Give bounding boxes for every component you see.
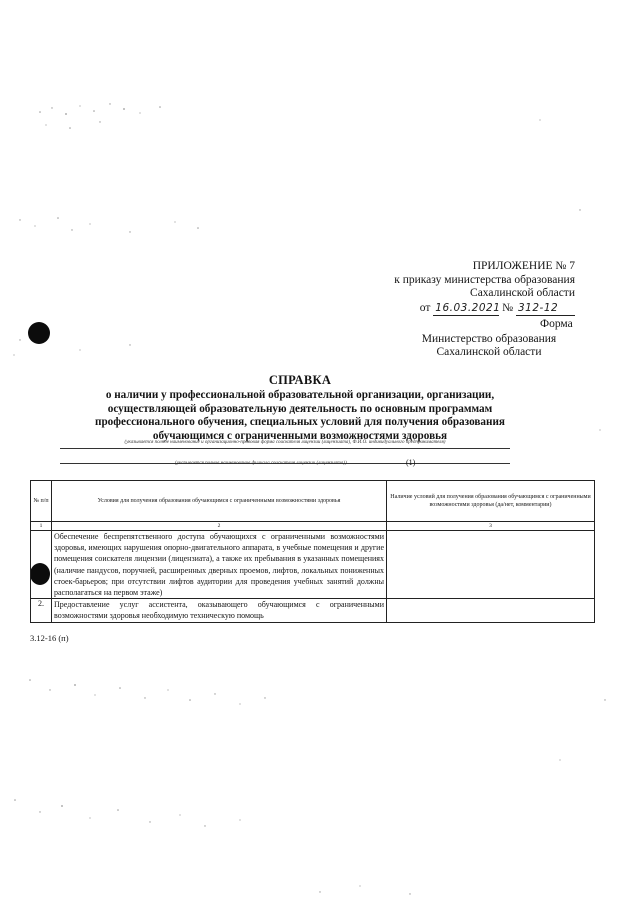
ministry-block	[400, 333, 578, 359]
footnote-mark: (1)	[406, 458, 416, 467]
header-condition: Условия для получения образования обучающимся с ограниченными возможностями здоровья	[52, 481, 387, 522]
row-number	[31, 531, 52, 599]
row-condition: Предоставление услуг ассистента, оказывающего обучающимся с ограниченными возможностями здоровья необходимую техническую помощь	[52, 599, 387, 622]
order-number: 312-12	[516, 302, 575, 317]
date-prefix: от	[419, 301, 431, 314]
title-line-4: обучающимся с ограниченными возможностями здоровья	[152, 429, 448, 442]
ministry-line-1: Министерство образования	[421, 333, 557, 345]
table-row	[31, 599, 595, 622]
form-label: Форма	[540, 318, 573, 330]
table-row	[31, 531, 595, 599]
col-number-1: 1	[31, 522, 52, 531]
title-line-1: о наличии у профессиональной образовательной организации, организации,	[105, 389, 495, 401]
punch-hole-top	[28, 322, 50, 344]
col-number-3: 3	[387, 522, 595, 531]
number-prefix: №	[502, 301, 514, 314]
row-availability[interactable]	[387, 599, 595, 622]
row-condition: Обеспечение беспрепятственного доступа обучающихся с ограниченными возможностями здоровья, имеющих нарушения опорно-двигательного аппарата, в учебные помещения и другие помещения соискателя лицензии (лицензиата), а также их пребывания в указанных помещениях (наличие пандусов, поручней, расширенных дверных проемов, лифтов, локальных пониженных стоек-барьеров; при отсутствии лифтов аудитории для проведения учебных занятий должны располагаться на первом этаже)	[52, 531, 387, 599]
caption-organization: (указывается полное наименование и организационно-правовая форма соискателя лицензии (лицензиата), Ф.И.О. индивидуального предпринимателя)	[124, 440, 446, 445]
order-date: 16.03.2021	[433, 302, 499, 317]
order-line-1: к приказу министерства образования	[394, 273, 575, 286]
appendix-block	[380, 260, 575, 316]
row-number: 2.	[31, 599, 52, 622]
col-number-2: 2	[52, 522, 387, 531]
caption-branch: (указывается полное наименование филиала соискателя лицензии (лицензиата))	[175, 461, 347, 466]
header-availability: Наличие условий для получения образования обучающимся с ограниченными возможностями здоровья (да/нет, комментарии)	[387, 481, 595, 522]
table-header-row	[31, 481, 595, 522]
header-num: № п/п	[31, 481, 52, 522]
title-line-3: профессионального обучения, специальных условий для получения образования	[95, 416, 505, 428]
document-title	[80, 373, 520, 443]
column-numbers-row	[31, 522, 595, 531]
row-availability[interactable]	[387, 531, 595, 599]
title-main: СПРАВКА	[268, 373, 332, 387]
order-date-number	[380, 302, 575, 317]
title-line-2: осуществляющей образовательную деятельность по основным программам	[107, 402, 493, 415]
form-code: 3.12-16 (п)	[30, 633, 69, 643]
organization-line	[60, 448, 510, 449]
conditions-table	[30, 480, 595, 623]
appendix-title: ПРИЛОЖЕНИЕ № 7	[472, 260, 575, 272]
order-line-2: Сахалинской области	[470, 287, 575, 299]
ministry-line-2: Сахалинской области	[436, 346, 542, 358]
